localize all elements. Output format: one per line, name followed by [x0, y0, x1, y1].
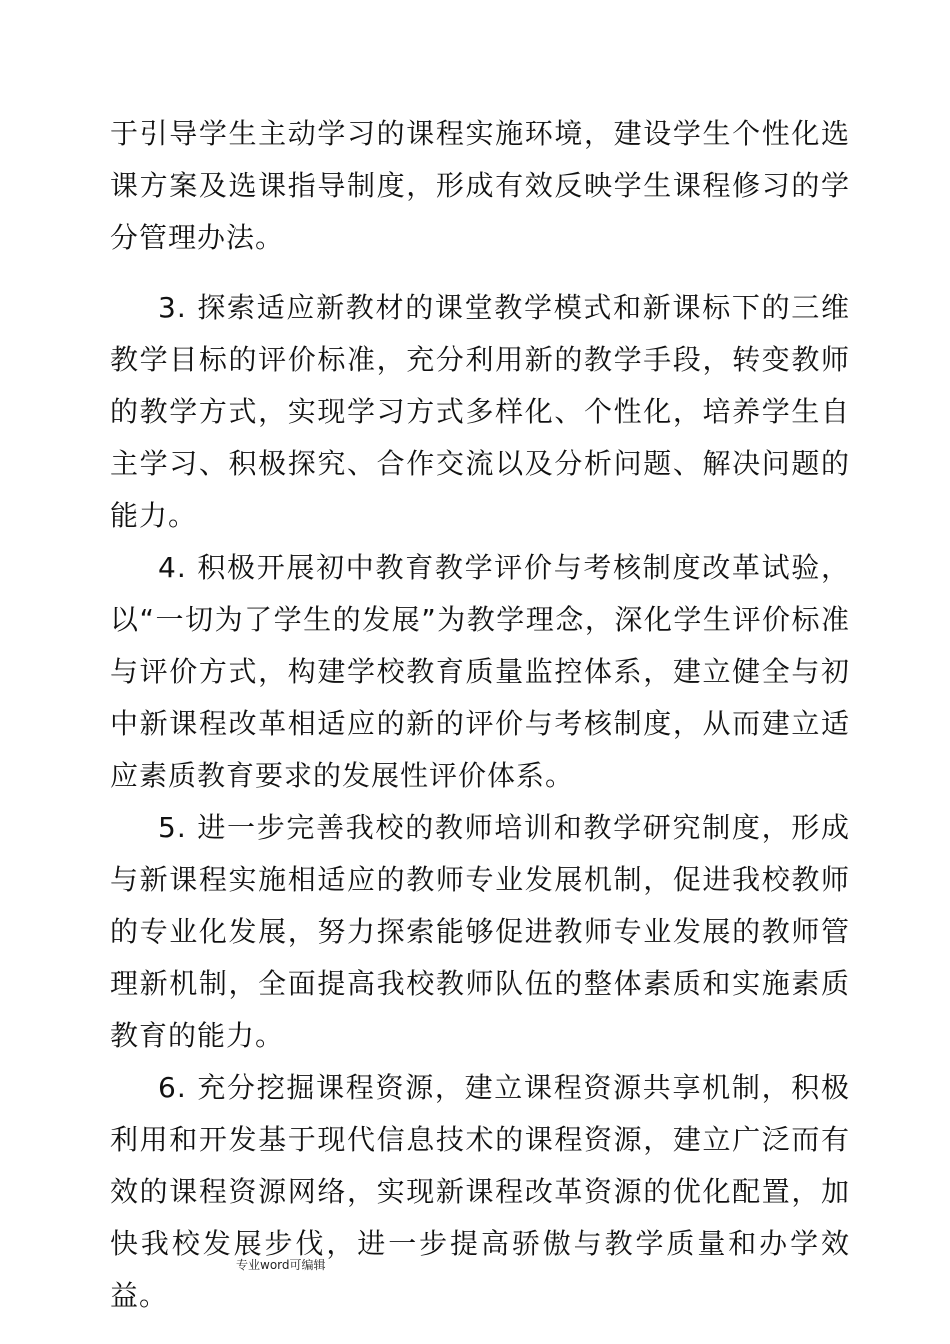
page-footer: 专业word可编辑	[236, 1258, 326, 1272]
paragraph-item-5: 5. 进一步完善我校的教师培训和教学研究制度，形成与新课程实施相适应的教师专业发展机制，促进我校教师的专业化发展，努力探索能够促进教师专业发展的教师管理新机制，全面提高我校教师队伍的整体素质和实施素质教育的能力。	[110, 811, 850, 1052]
document-body	[110, 108, 850, 1322]
paragraph-item-6: 6. 充分挖掘课程资源，建立课程资源共享机制，积极利用和开发基于现代信息技术的课程资源，建立广泛而有效的课程资源网络，实现新课程改革资源的优化配置，加快我校发展步伐，进一步提高骄傲与教学质量和办学效益。	[110, 1071, 850, 1312]
paragraph-item-4: 4. 积极开展初中教育教学评价与考核制度改革试验，以“一切为了学生的发展”为教学理念，深化学生评价标准与评价方式，构建学校教育质量监控体系，建立健全与初中新课程改革相适应的新的评价与考核制度，从而建立适应素质教育要求的发展性评价体系。	[110, 551, 850, 792]
paragraph-item-3: 3. 探索适应新教材的课堂教学模式和新课标下的三维教学目标的评价标准，充分利用新的教学手段，转变教师的教学方式，实现学习方式多样化、个性化，培养学生自主学习、积极探究、合作交流以及分析问题、解决问题的能力。	[110, 291, 850, 532]
paragraph-continuation: 于引导学生主动学习的课程实施环境，建设学生个性化选课方案及选课指导制度，形成有效反映学生课程修习的学分管理办法。	[110, 117, 850, 254]
